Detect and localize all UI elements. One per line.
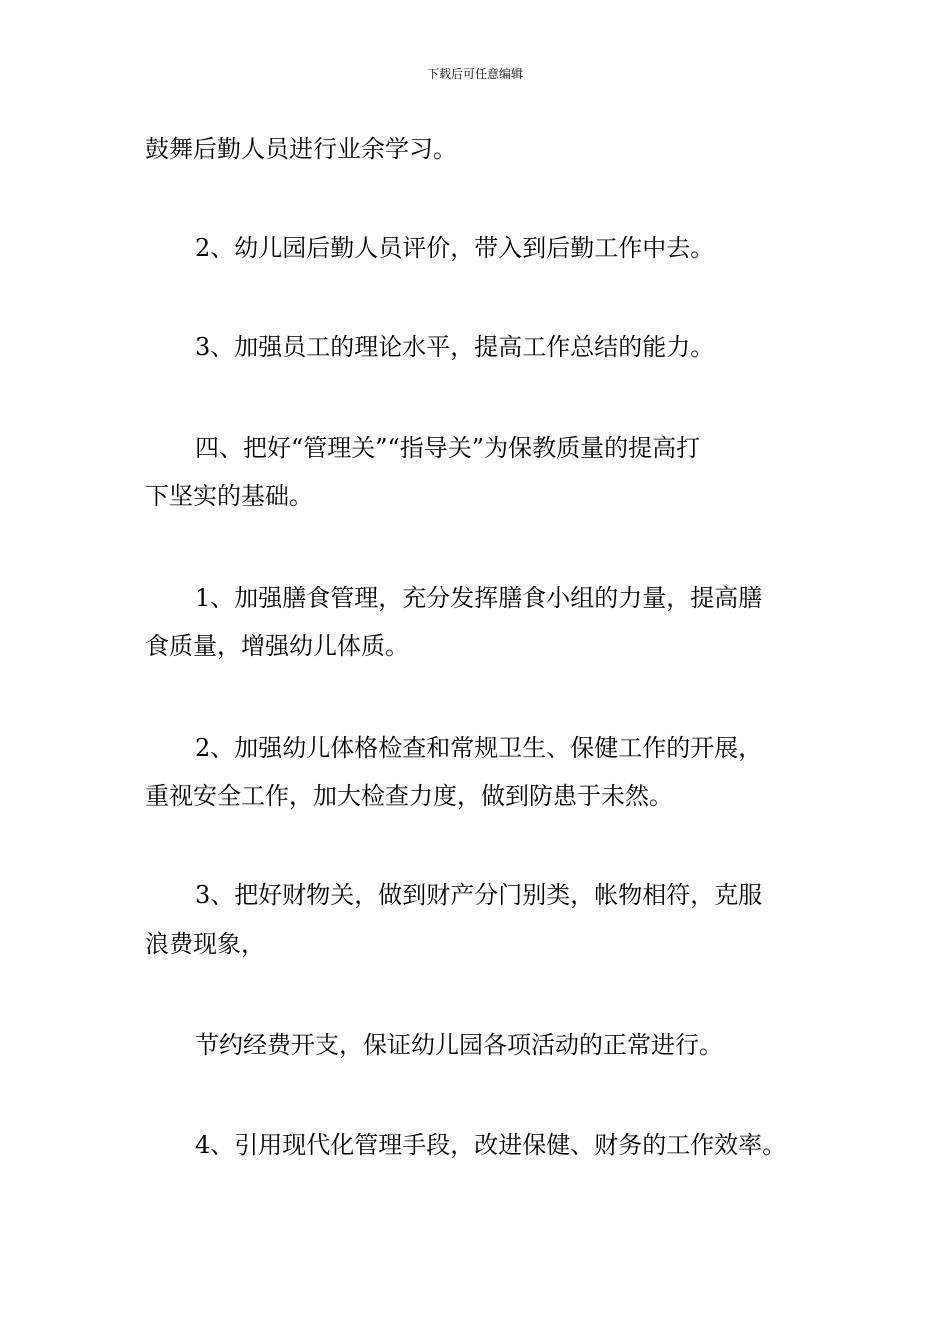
paragraph-line: 浪费现象， (145, 930, 265, 958)
paragraph-line: 重视安全工作，加大检查力度，做到防患于未然。 (145, 782, 673, 810)
paragraph-line: 2、加强幼儿体格检查和常规卫生、保健工作的开展， (195, 734, 763, 762)
paragraph-line: 3、把好财物关，做到财产分门别类，帐物相符，克服 (195, 881, 763, 909)
page-header: 下载后可任意编辑 (426, 67, 523, 81)
paragraph-line: 1、加强膳食管理，充分发挥膳食小组的力量，提高膳 (195, 584, 763, 612)
paragraph-line: 节约经费开支，保证幼儿园各项活动的正常进行。 (195, 1031, 723, 1059)
paragraph-line: 鼓舞后勤人员进行业余学习。 (145, 135, 457, 163)
paragraph-line: 食质量，增强幼儿体质。 (145, 632, 409, 660)
section-heading-line: 四、把好“管理关”“指导关”为保教质量的提高打 (195, 434, 701, 462)
paragraph-line: 2、幼儿园后勤人员评价，带入到后勤工作中去。 (195, 234, 715, 262)
section-heading-line: 下坚实的基础。 (145, 482, 313, 510)
paragraph-line: 3、加强员工的理论水平，提高工作总结的能力。 (195, 333, 715, 361)
paragraph-line: 4、引用现代化管理手段，改进保健、财务的工作效率。 (195, 1131, 787, 1159)
